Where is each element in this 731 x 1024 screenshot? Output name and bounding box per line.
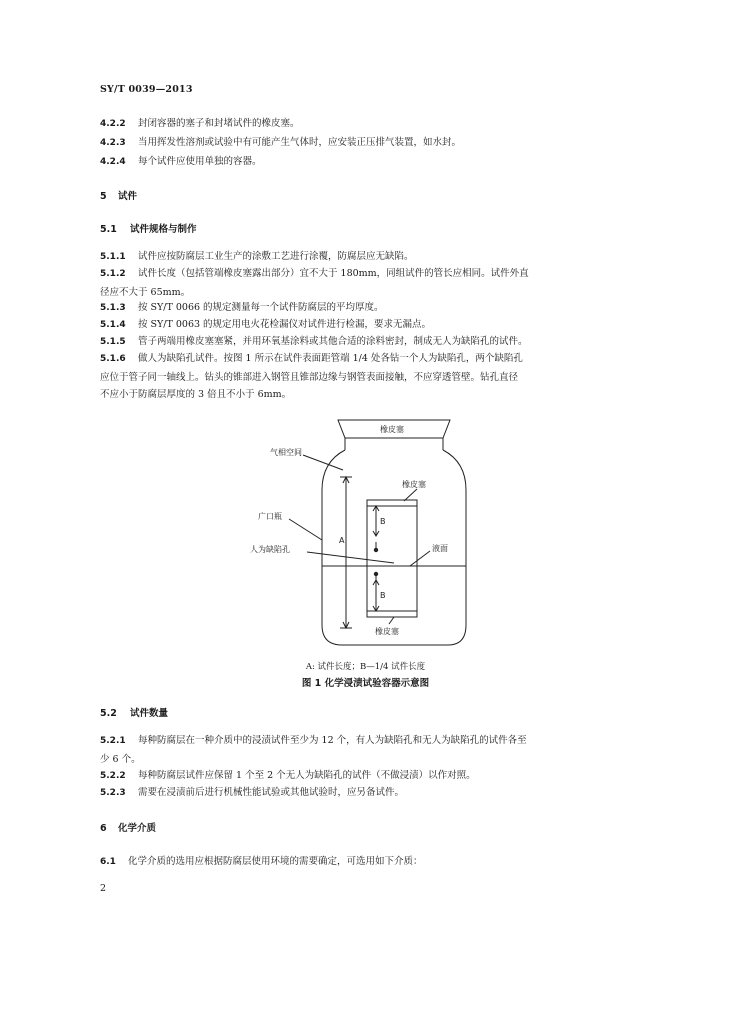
defect-hole-bottom [374,572,378,576]
label-inner-stopper-top: 橡皮塞 [402,480,426,489]
label-b-top: B [380,517,386,526]
section-5-2-heading: 5.2 试件数量 [100,708,169,719]
clause-text: 封闭容器的塞子和封堵试件的橡皮塞。 [138,118,300,129]
clause-5-1-4: 5.1.4 按 SY/T 0063 的规定用电火花检漏仪对试件进行检漏，要求无漏点。 [100,319,432,330]
clause-5-2-2: 5.2.2 每种防腐层试件应保留 1 个至 2 个无人为缺陷孔的试件（不做浸渍）以作对照。 [100,770,476,781]
clause-number: 4.2.3 [100,138,126,148]
section-5-1-heading: 5.1 试件规格与制作 [100,224,197,235]
page-number: 2 [100,883,107,894]
label-liquid-level: 液面 [432,544,448,553]
section-5-heading: 5 试件 [100,191,138,202]
clause-number: 4.2.2 [100,119,126,129]
label-a: A [339,536,345,545]
clause-5-1-6-cont-2: 不应小于防腐层厚度的 3 倍且不小于 6mm。 [100,389,292,400]
clause-5-1-5: 5.1.5 管子两端用橡皮塞塞紧，并用环氧基涂料或其他合适的涂料密封，制成无人为缺陷孔的试件。 [100,336,528,347]
label-b-bottom: B [380,591,386,600]
clause-5-1-2: 5.1.2 试件长度（包括管端橡皮塞露出部分）宜不大于 180mm，同组试件的管长应相同。试件外直 [100,268,529,279]
label-gas-space: 气相空间 [270,448,302,457]
clause-6-1: 6.1 化学介质的选用应根据防腐层使用环境的需要确定，可选用如下介质： [100,856,423,867]
bottle-neck [345,438,443,450]
clause-5-1-3: 5.1.3 按 SY/T 0066 的规定测量每一个试件防腐层的平均厚度。 [100,302,384,313]
label-defect-hole: 人为缺陷孔 [250,545,290,554]
clause-number: 4.2.4 [100,157,126,167]
clause-5-1-6-cont-1: 应位于管子同一轴线上。钻头的锥部进入钢管且锥部边缘与钢管表面接触，不应穿透管壁。钻孔直径 [100,372,519,383]
clause-5-1-1: 5.1.1 试件应按防腐层工业生产的涂敷工艺进行涂覆，防腐层应无缺陷。 [100,251,414,262]
document-code: SY/T 0039—2013 [100,84,193,95]
clause-5-1-2-cont: 径应不大于 65mm。 [100,287,191,298]
clause-5-2-3: 5.2.3 需要在浸渍前后进行机械性能试验或其他试验时，应另备试件。 [100,787,405,798]
label-stopper: 橡皮塞 [380,425,404,434]
clause-5-2-1-cont: 少 6 个。 [100,754,141,765]
bottom-rubber-stopper [367,611,417,617]
top-rubber-stopper [367,500,417,506]
figure-caption: 图 1 化学浸渍试验容器示意图 [301,678,430,689]
clause-5-1-6: 5.1.6 做人为缺陷孔试件。按图 1 所示在试件表面距管端 1/4 处各钻一个人为缺陷孔，两个缺陷孔 [100,353,523,364]
label-inner-stopper-bottom: 橡皮塞 [375,627,399,636]
specimen-pipe [367,500,417,617]
figure-legend: A: 试件长度；B—1/4 试件长度 [305,662,426,672]
section-6-heading: 6 化学介质 [100,823,157,834]
clause-text: 每个试件应使用单独的容器。 [138,156,262,167]
label-wide-mouth-bottle: 广口瓶 [258,512,282,521]
clause-text: 当用挥发性溶剂或试验中有可能产生气体时，应安装正压排气装置，如水封。 [138,137,462,148]
clause-5-2-1: 5.2.1 每种防腐层在一种介质中的浸渍试件至少为 12 个，有人为缺陷孔和无人为缺陷孔的试件各至 [100,735,527,746]
defect-hole-top [374,548,378,552]
